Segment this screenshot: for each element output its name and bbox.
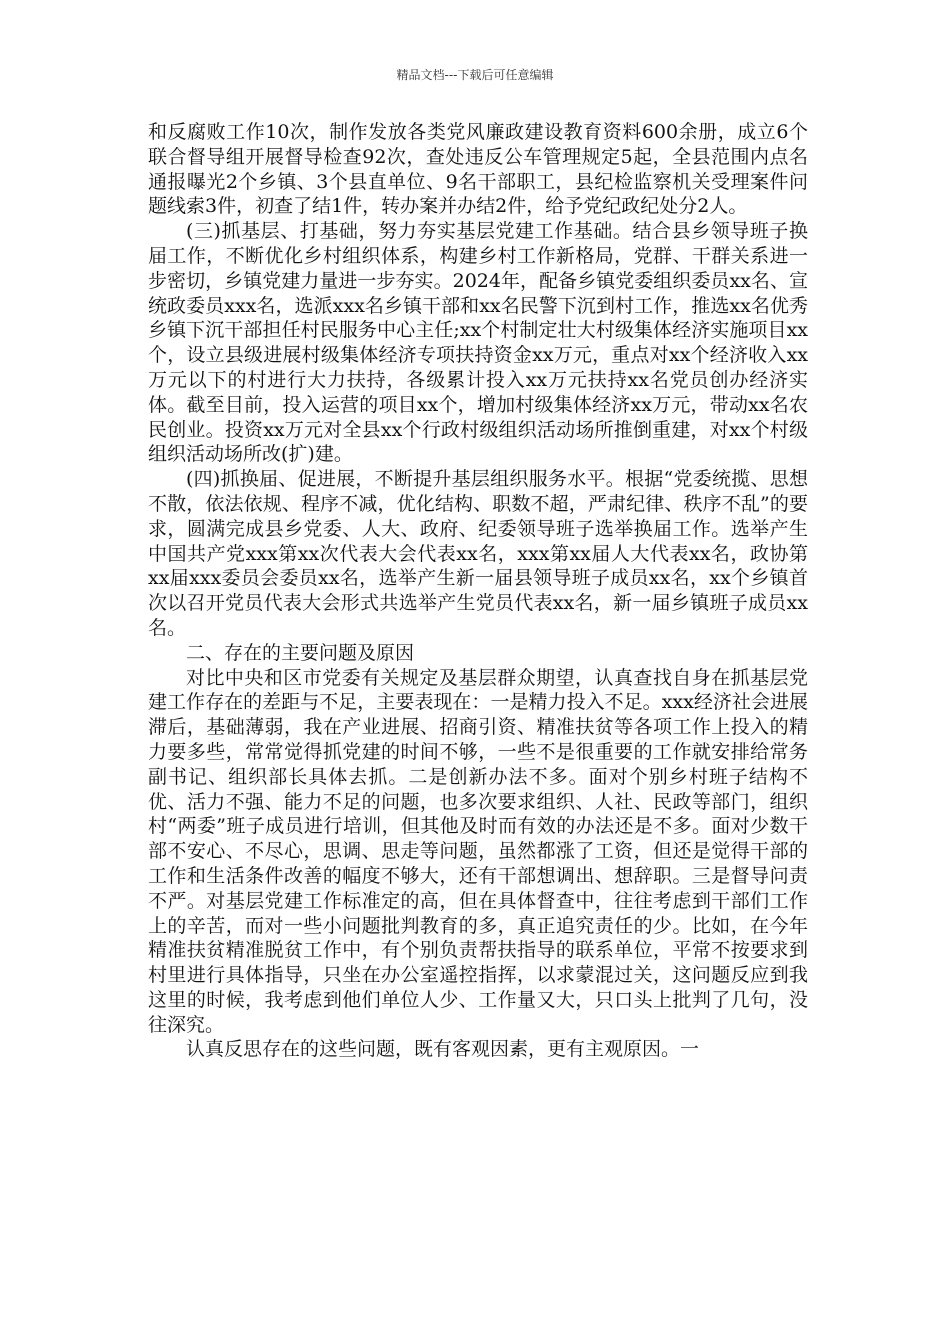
- section-heading-problems: 二、存在的主要问题及原因: [186, 641, 415, 664]
- page-header: 精品文档---下载后可任意编辑: [396, 68, 554, 82]
- paragraph-section-three: (三)抓基层、打基础，努力夯实基层党建工作基础。结合县乡领导班子换届工作，不断优化乡村组织体系，构建乡村工作新格局，党群、干群关系进一步密切，乡镇党建力量进一步夯实。2024年，配备乡镇党委组织委员xx名、宣统政委员xxx名，选派xxx名乡镇干部和xx名民警下沉到村工作，推选xx名优秀乡镇下沉干部担任村民服务中心主任;xx个村制定壮大村级集体经济实施项目xx个，设立县级进展村级集体经济专项扶持资金xx万元，重点对xx个经济收入xx万元以下的村进行大力扶持，各级累计投入xx万元扶持xx名党员创办经济实体。截至目前，投入运营的项目xx个，增加村级集体经济xx万元，带动xx名农民创业。投资xx万元对全县xx个行政村级组织活动场所推倒重建，对xx个村级组织活动场所改(扩)建。: [148, 220, 808, 466]
- paragraph-problems: 对比中央和区市党委有关规定及基层群众期望，认真查找自身在抓基层党建工作存在的差距与不足，主要表现在：一是精力投入不足。xxx经济社会进展滞后，基础薄弱，我在产业进展、招商引资、精准扶贫等各项工作上投入的精力要多些，常常觉得抓党建的时间不够，一些不是很重要的工作就安排给常务副书记、组织部长具体去抓。二是创新办法不多。面对个别乡村班子结构不优、活力不强、能力不足的问题，也多次要求组织、人社、民政等部门，组织村“两委”班子成员进行培训，但其他及时而有效的办法还是不多。面对少数干部不安心、不尽心，思调、思走等问题，虽然都涨了工资，但还是觉得干部的工作和生活条件改善的幅度不够大，还有干部想调出、想辞职。三是督导问责不严。对基层党建工作标准定的高，但在具体督查中，往往考虑到干部们工作上的辛苦，而对一些小问题批判教育的多，真正追究责任的少。比如，在今年精准扶贫精准脱贫工作中，有个别负责帮扶指导的联系单位，平常不按要求到村里进行具体指导，只坐在办公室遥控指挥，以求蒙混过关，这问题反应到我这里的时候，我考虑到他们单位人少、工作量又大，只口头上批判了几句，没往深究。: [148, 666, 808, 1036]
- document-body: [148, 120, 808, 1062]
- paragraph-continuation: 和反腐败工作10次，制作发放各类党风廉政建设教育资料600余册，成立6个联合督导组开展督导检查92次，查处违反公车管理规定5起，全县范围内点名通报曝光2个乡镇、3个县直单位、9名干部职工，县纪检监察机关受理案件问题线索3件，初查了结1件，转办案并办结2件，给予党纪政纪处分2人。: [148, 121, 808, 218]
- paragraph-section-four: (四)抓换届、促进展，不断提升基层组织服务水平。根据“党委统揽、思想不散，依法依规、程序不减，优化结构、职数不超，严肃纪律、秩序不乱”的要求，圆满完成县乡党委、人大、政府、纪委领导班子选举换届工作。选举产生中国共产党xxx第xx次代表大会代表xx名，xxx第xx届人大代表xx名，政协第xx届xxx委员会委员xx名，选举产生新一届县领导班子成员xx名，xx个乡镇首次以召开党员代表大会形式共选举产生党员代表xx名，新一届乡镇班子成员xx名。: [148, 468, 808, 639]
- paragraph-reflection: 认真反思存在的这些问题，既有客观因素，更有主观原因。一: [186, 1038, 700, 1061]
